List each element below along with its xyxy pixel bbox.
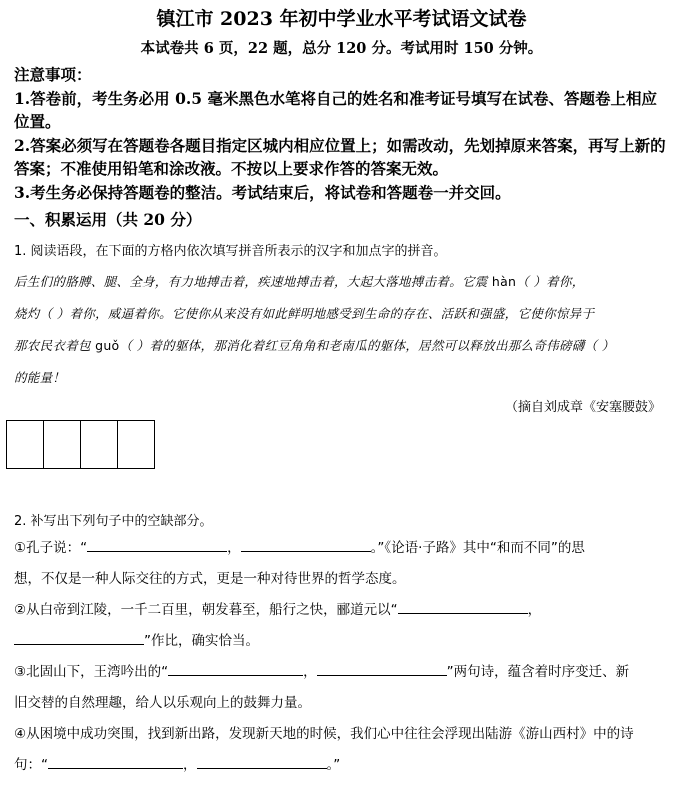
exam-title: 镇江市 2023 年初中学业水平考试语文试卷 bbox=[156, 8, 527, 30]
exam-subtitle: 本试卷共 6 页，22 题，总分 120 分。考试用时 150 分钟。 bbox=[140, 40, 543, 57]
q1-passage bbox=[14, 266, 666, 394]
notes-heading: 注意事项： bbox=[14, 65, 92, 84]
answer-blank[interactable] bbox=[87, 537, 227, 552]
answer-blank[interactable] bbox=[317, 661, 447, 676]
q2-prompt: 2. 补写出下列句子中的空缺部分。 bbox=[14, 514, 213, 529]
q2-item-4-cont bbox=[14, 750, 666, 781]
pinyin-guo: guǒ bbox=[95, 338, 120, 353]
passage-text: （ ）着的躯体，那消化着红豆角角和老南瓜的躯体，居然可以释放出那么奇伟磅礴（ ） bbox=[119, 338, 615, 353]
item-text: ， bbox=[527, 602, 542, 618]
q2-item-3-cont: 旧交替的自然理趣，给人以乐观向上的鼓舞力量。 bbox=[14, 695, 311, 711]
passage-source: （摘自刘成章《安塞腰鼓》 bbox=[504, 400, 661, 415]
item-text: ②从白帝到江陵，一千二百里，朝发暮至，船行之快，郦道元以“ bbox=[14, 602, 398, 618]
q2-item-4: ④从困境中成功突围，找到新出路，发现新天地的时候，我们心中往往会浮现出陆游《游山西村》中的诗 bbox=[14, 726, 634, 742]
q2-item-1 bbox=[14, 533, 666, 564]
q2-item-1-cont: 想，不仅是一种人际交往的方式，更是一种对待世界的哲学态度。 bbox=[14, 571, 406, 587]
q2-item-2 bbox=[14, 595, 666, 626]
note-item-1: 1.答卷前，考生务必用 0.5 毫米黑色水笔将自己的姓名和准考证号填写在试卷、答题卷上相应位置。 bbox=[14, 88, 657, 131]
notes-block bbox=[14, 63, 670, 204]
pinyin-han: hàn bbox=[491, 274, 517, 289]
q2-items bbox=[14, 533, 666, 781]
answer-blank[interactable] bbox=[168, 661, 303, 676]
note-item-3: 3.考生务必保持答题卷的整洁。考试结束后，将试卷和答题卷一并交回。 bbox=[14, 182, 511, 202]
item-text: ①孔子说：“ bbox=[14, 540, 88, 556]
item-text: 句：“ bbox=[14, 757, 48, 773]
item-text: ”两句诗，蕴含着时序变迁、新 bbox=[446, 664, 630, 680]
q2-item-3 bbox=[14, 657, 666, 688]
answer-box[interactable] bbox=[117, 420, 155, 469]
answer-blank[interactable] bbox=[398, 599, 528, 614]
passage-text: 后生们的胳膊、腿、全身，有力地搏击着，疾速地搏击着，大起大落地搏击着。它震 bbox=[14, 274, 492, 289]
answer-blank[interactable] bbox=[48, 754, 183, 769]
answer-blank[interactable] bbox=[197, 754, 327, 769]
answer-boxes bbox=[6, 420, 154, 469]
passage-line-4: 的能量！ bbox=[14, 370, 66, 385]
item-text: ， bbox=[227, 540, 241, 556]
answer-box[interactable] bbox=[80, 420, 118, 469]
q2-item-2-cont bbox=[14, 626, 666, 657]
passage-line-1 bbox=[14, 266, 666, 298]
item-text: ， bbox=[303, 664, 317, 680]
answer-blank[interactable] bbox=[241, 537, 371, 552]
item-text: ， bbox=[183, 757, 197, 773]
answer-blank[interactable] bbox=[14, 630, 144, 645]
q1-prompt: 1. 阅读语段，在下面的方格内依次填写拼音所表示的汉字和加点字的拼音。 bbox=[14, 244, 447, 259]
passage-text: 那农民衣着包 bbox=[14, 338, 96, 353]
item-text: ”作比，确实恰当。 bbox=[144, 633, 259, 649]
passage-line-3 bbox=[14, 330, 666, 362]
note-item-2: 2.答案必须写在答题卷各题目指定区城内相应位置上；如需改动，先划掉原来答案，再写上新的答案；不准使用铅笔和涂改液。不按以上要求作答的答案无效。 bbox=[14, 135, 666, 178]
answer-box[interactable] bbox=[6, 420, 44, 469]
item-text: 。”《论语·子路》其中“和而不同”的思 bbox=[370, 540, 585, 556]
item-text: ③北固山下，王湾吟出的“ bbox=[14, 664, 169, 680]
passage-line-2: 烧灼（ ）着你，威逼着你。它使你从来没有如此鲜明地感受到生命的存在、活跃和强盛，它使你惊异于 bbox=[14, 306, 595, 321]
item-text: 。” bbox=[326, 757, 341, 773]
passage-text: （ ）着你， bbox=[516, 274, 585, 289]
section-heading: 一、积累运用（共 20 分） bbox=[14, 210, 202, 229]
answer-box[interactable] bbox=[43, 420, 81, 469]
